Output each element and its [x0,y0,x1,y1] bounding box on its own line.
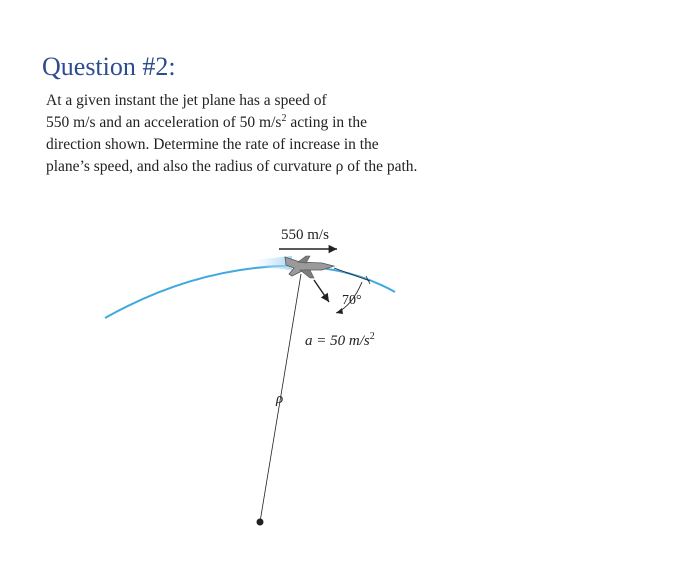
acceleration-label: a = 50 $m/s^2$ [305,331,375,349]
flight-path-curve [105,266,395,318]
jet-plane-icon [285,256,334,278]
problem-line-4: plane’s speed, and also the radius of curvature ρ of the path. [46,158,418,175]
acceleration-arrow [314,280,329,302]
rho-label: ρ [276,391,284,407]
center-of-curvature-dot [257,519,264,526]
question-title: Question #2: [42,52,176,81]
tangent-line [334,268,370,281]
problem-line-2: 550 m/s and an acceleration of 50 $m/s^2$ acting in the [46,112,367,131]
problem-line-3: direction shown. Determine the rate of increase in the [46,136,379,153]
problem-line-1: At a given instant the jet plane has a speed of [46,92,327,109]
angle-arc-arrowhead [336,308,343,314]
speed-label: 550 m/s [281,227,329,243]
angle-label: 70° [342,293,362,308]
